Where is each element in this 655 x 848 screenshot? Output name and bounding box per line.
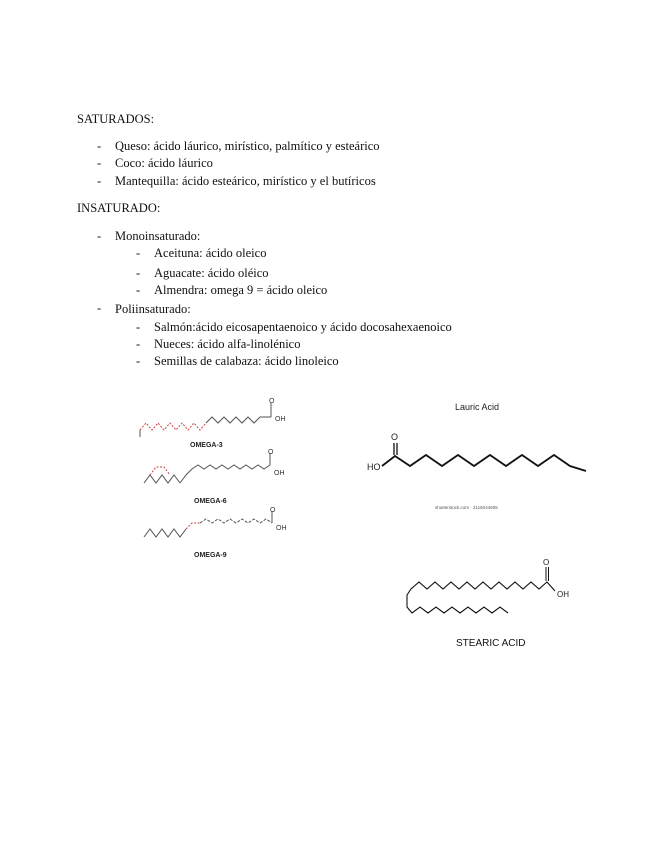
list-item-aceituna: Aceituna: ácido oleico xyxy=(154,246,267,260)
omega-3-oh-label: OH xyxy=(275,416,286,423)
list-dash: - xyxy=(136,246,141,260)
omega-3-structure xyxy=(140,398,286,449)
stearic-acid-figure xyxy=(400,555,590,655)
lauric-credit: shutterstock.com · 2116044605 xyxy=(435,505,498,510)
list-item-nueces: Nueces: ácido alfa-linolénico xyxy=(154,337,301,351)
insaturado-heading: INSATURADO: xyxy=(77,201,161,215)
list-dash: - xyxy=(136,266,141,280)
list-dash: - xyxy=(97,156,102,170)
group-label-monoinsaturado: Monoinsaturado: xyxy=(115,229,201,243)
omega-6-structure xyxy=(144,449,285,505)
omega-9-o-label: O xyxy=(270,507,276,514)
list-item-coco: Coco: ácido láurico xyxy=(115,156,213,170)
list-item-aguacate: Aguacate: ácido oléico xyxy=(154,266,269,280)
list-item-semillas: Semillas de calabaza: ácido linoleico xyxy=(154,354,339,368)
omega-3-o-label: O xyxy=(269,398,275,405)
omega-9-oh-label: OH xyxy=(276,525,287,532)
omega-3-label: OMEGA-3 xyxy=(190,442,223,449)
lauric-ho-label: HO xyxy=(367,462,381,472)
list-dash: - xyxy=(136,283,141,297)
omega-6-o-label: O xyxy=(268,449,274,456)
list-dash: - xyxy=(136,337,141,351)
list-item-almendra: Almendra: omega 9 = ácido oleico xyxy=(154,283,328,297)
stearic-oh-label: OH xyxy=(557,590,569,599)
list-dash: - xyxy=(97,174,102,188)
lauric-acid-title: Lauric Acid xyxy=(455,402,500,412)
list-item-mantequilla: Mantequilla: ácido esteárico, mirístico y el butíricos xyxy=(115,174,376,188)
list-dash: - xyxy=(97,139,102,153)
omega-9-structure xyxy=(144,507,287,559)
omega-structures-figure xyxy=(130,395,310,570)
stearic-o-label: O xyxy=(543,558,550,567)
list-dash: - xyxy=(97,301,102,315)
list-dash: - xyxy=(97,229,102,243)
lauric-acid-figure xyxy=(360,395,595,515)
stearic-acid-title: STEARIC ACID xyxy=(456,638,526,649)
group-label-poliinsaturado: Poliinsaturado: xyxy=(115,302,191,316)
lauric-o-label: O xyxy=(391,432,399,442)
list-item-salmon: Salmón:ácido eicosapentaenoico y ácido docosahexaenoico xyxy=(154,320,452,334)
omega-6-label: OMEGA-6 xyxy=(194,498,227,505)
omega-9-label: OMEGA-9 xyxy=(194,552,227,559)
list-dash: - xyxy=(136,354,141,368)
omega-6-oh-label: OH xyxy=(274,470,285,477)
list-item-queso: Queso: ácido láurico, mirístico, palmítico y esteárico xyxy=(115,139,380,153)
list-dash: - xyxy=(136,320,141,334)
saturados-heading: SATURADOS: xyxy=(77,112,155,126)
